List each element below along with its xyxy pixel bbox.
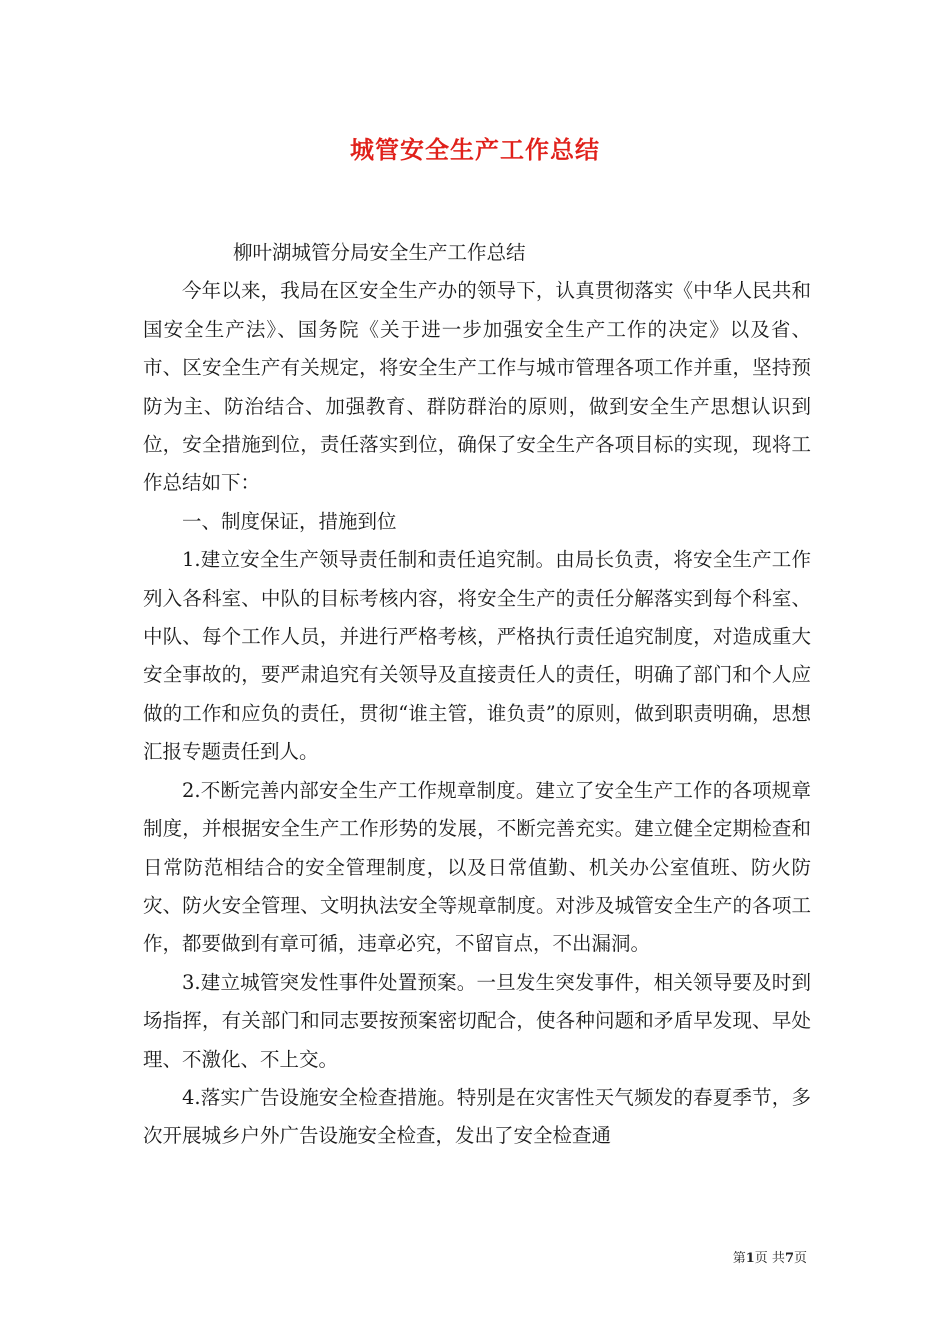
paragraph-intro: 今年以来，我局在区安全生产办的领导下，认真贯彻落实《中华人民共和国安全生产法》、国务院《关于进一步加强安全生产工作的决定》以及省、市、区安全生产有关规定，将安全生产工作与城市管理各项工作并重，坚持预防为主、防治结合、加强教育、群防群治的原则，做到安全生产思想认识到位，安全措施到位，责任落实到位，确保了安全生产各项目标的实现，现将工作总结如下： xyxy=(143,279,811,495)
paragraph-item-1: 1.建立安全生产领导责任制和责任追究制。由局长负责，将安全生产工作列入各科室、中队的目标考核内容，将安全生产的责任分解落实到每个科室、中队、每个工作人员，并进行严格考核，严格执行责任追究制度，对造成重大安全事故的，要严肃追究有关领导及直接责任人的责任，明确了部门和个人应做的工作和应负的责任，贯彻“谁主管，谁负责”的原则，做到职责明确，思想汇报专题责任到人。 xyxy=(143,548,811,764)
document-subtitle: 柳叶湖城管分局安全生产工作总结 xyxy=(233,241,526,264)
footer-total-pages: 7 xyxy=(784,1251,794,1266)
paragraph-item-2: 2.不断完善内部安全生产工作规章制度。建立了安全生产工作的各项规章制度，并根据安全生产工作形势的发展，不断完善充实。建立健全定期检查和日常防范相结合的安全管理制度，以及日常值勤、机关办公室值班、防火防灾、防火安全管理、文明执法安全等规章制度。对涉及城管安全生产的各项工作，都要做到有章可循，违章必究，不留盲点，不出漏洞。 xyxy=(143,778,811,956)
footer-prefix: 第 xyxy=(732,1251,746,1266)
paragraph-item-3: 3.建立城管突发性事件处置预案。一旦发生突发事件，相关领导要及时到场指挥，有关部门和同志要按预案密切配合，使各种问题和矛盾早发现、早处理、不激化、不上交。 xyxy=(143,970,811,1071)
document-body xyxy=(143,234,811,1156)
footer-current-page: 1 xyxy=(745,1251,755,1266)
footer-suffix: 页 xyxy=(793,1251,807,1266)
page-number-footer xyxy=(733,1247,807,1266)
document-title: 城管安全生产工作总结 xyxy=(350,135,600,164)
footer-middle: 页 共 xyxy=(754,1251,785,1266)
paragraph-item-4: 4.落实广告设施安全检查措施。特别是在灾害性天气频发的春夏季节，多次开展城乡户外广告设施安全检查，发出了安全检查通 xyxy=(143,1085,811,1148)
section-heading: 一、制度保证，措施到位 xyxy=(182,509,397,533)
